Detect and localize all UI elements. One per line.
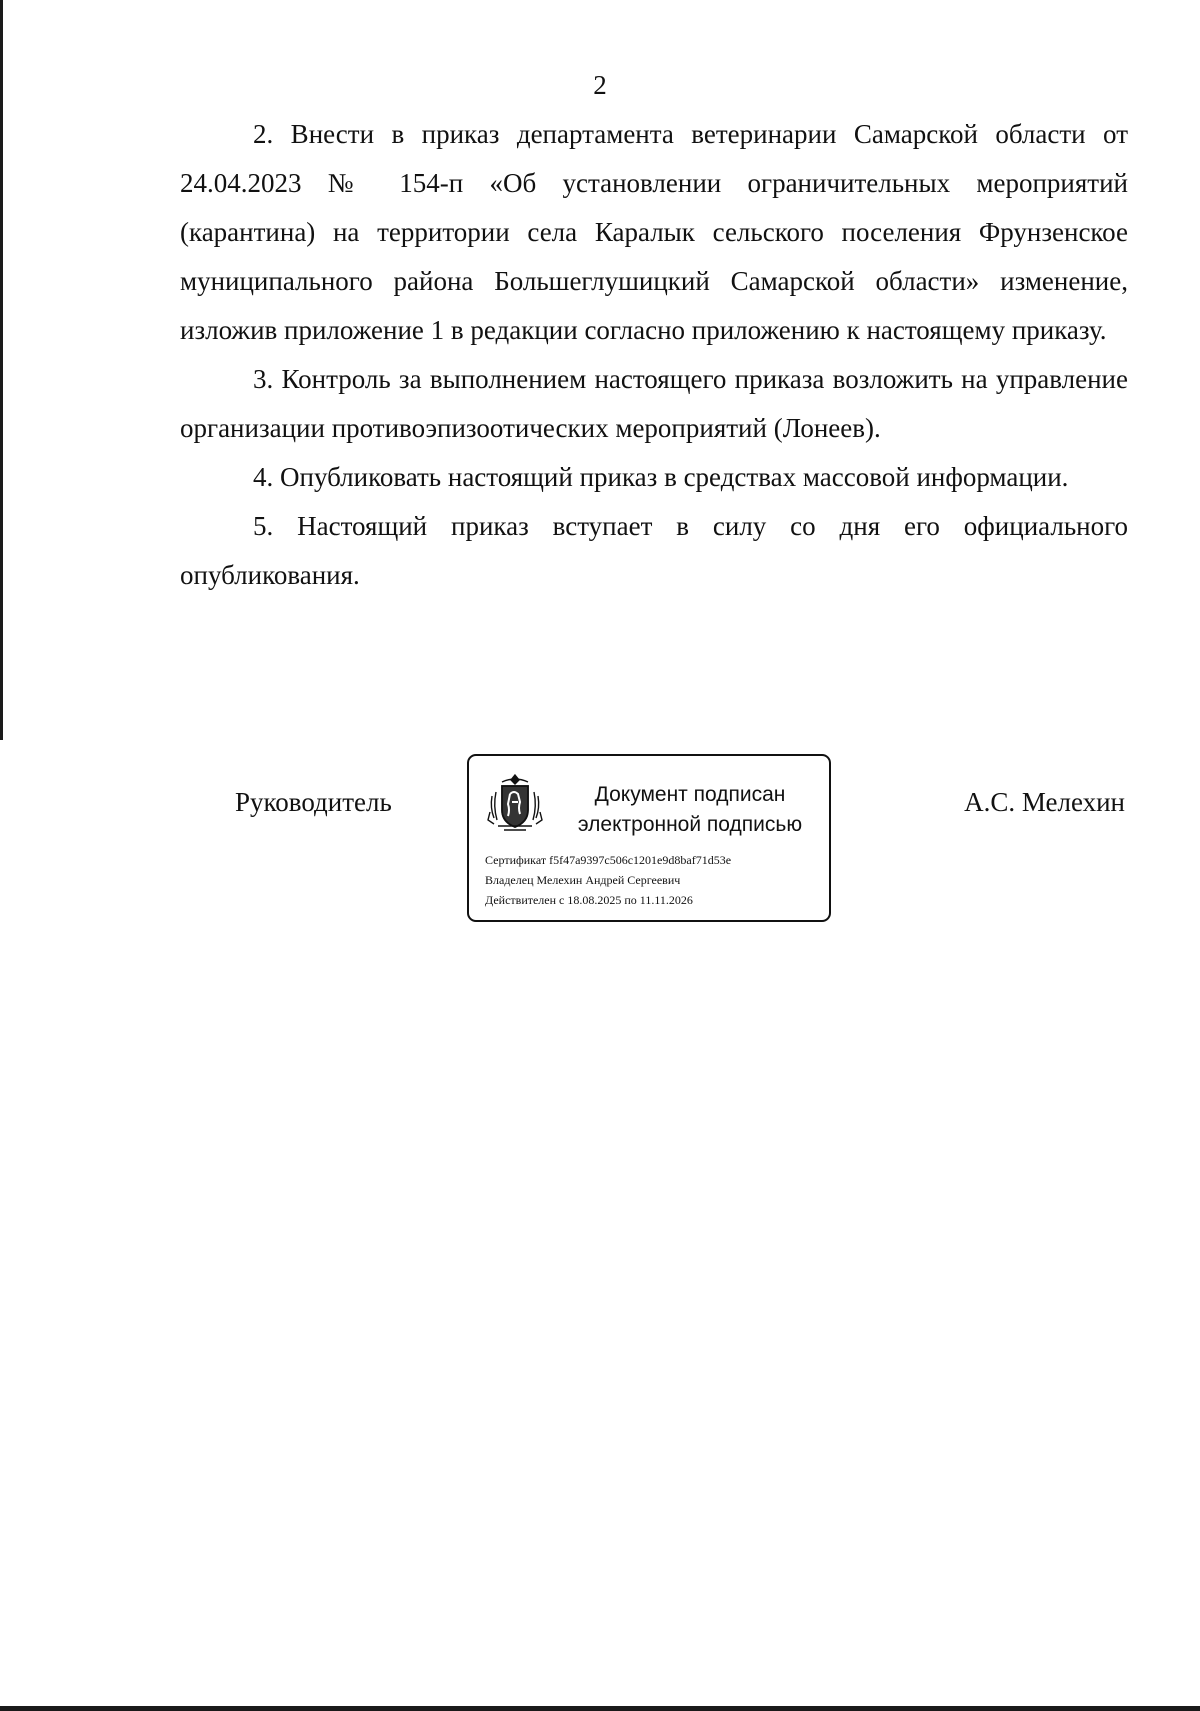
- stamp-certificate: Сертификат f5f47a9397c506c1201e9d8baf71d53e: [485, 853, 732, 867]
- samara-coat-of-arms-icon: [484, 772, 546, 834]
- signer-name: А.С. Мелехин: [964, 787, 1125, 817]
- page-number: 2: [593, 70, 607, 100]
- paragraph-2: 2. Внести в приказ департамента ветеринарии Самарской области от 24.04.2023 № 154-п «Об установлении ограничительных мероприятий (карантина) на территории села Каралык сельского поселения Фрунзенское муниципального района Большеглушицкий Самарской области» изменение, изложив приложение 1 в редакции согласно приложению к настоящему приказу.: [180, 119, 1128, 345]
- stamp-title-line1: Документ подписан: [594, 783, 786, 806]
- stamp-title-line2: электронной подписью: [577, 813, 803, 836]
- paragraph-3: 3. Контроль за выполнением настоящего приказа возложить на управление организации противоэпизоотических мероприятий (Лонеев).: [180, 364, 1128, 443]
- stamp-details: [485, 850, 731, 910]
- stamp-owner: Владелец Мелехин Андрей Сергеевич: [485, 873, 681, 887]
- document-body: [180, 110, 1128, 600]
- paragraph-5: 5. Настоящий приказ вступает в силу со дня его официального опубликования.: [180, 511, 1128, 590]
- stamp-title: [559, 780, 821, 840]
- scan-edge-left: [0, 0, 3, 740]
- paragraph-4: 4. Опубликовать настоящий приказ в средствах массовой информации.: [253, 462, 1069, 492]
- electronic-signature-stamp: [467, 754, 831, 922]
- stamp-validity: Действителен с 18.08.2025 по 11.11.2026: [485, 893, 693, 907]
- scan-edge-bottom: [0, 1706, 1200, 1711]
- signer-role: Руководитель: [235, 787, 392, 817]
